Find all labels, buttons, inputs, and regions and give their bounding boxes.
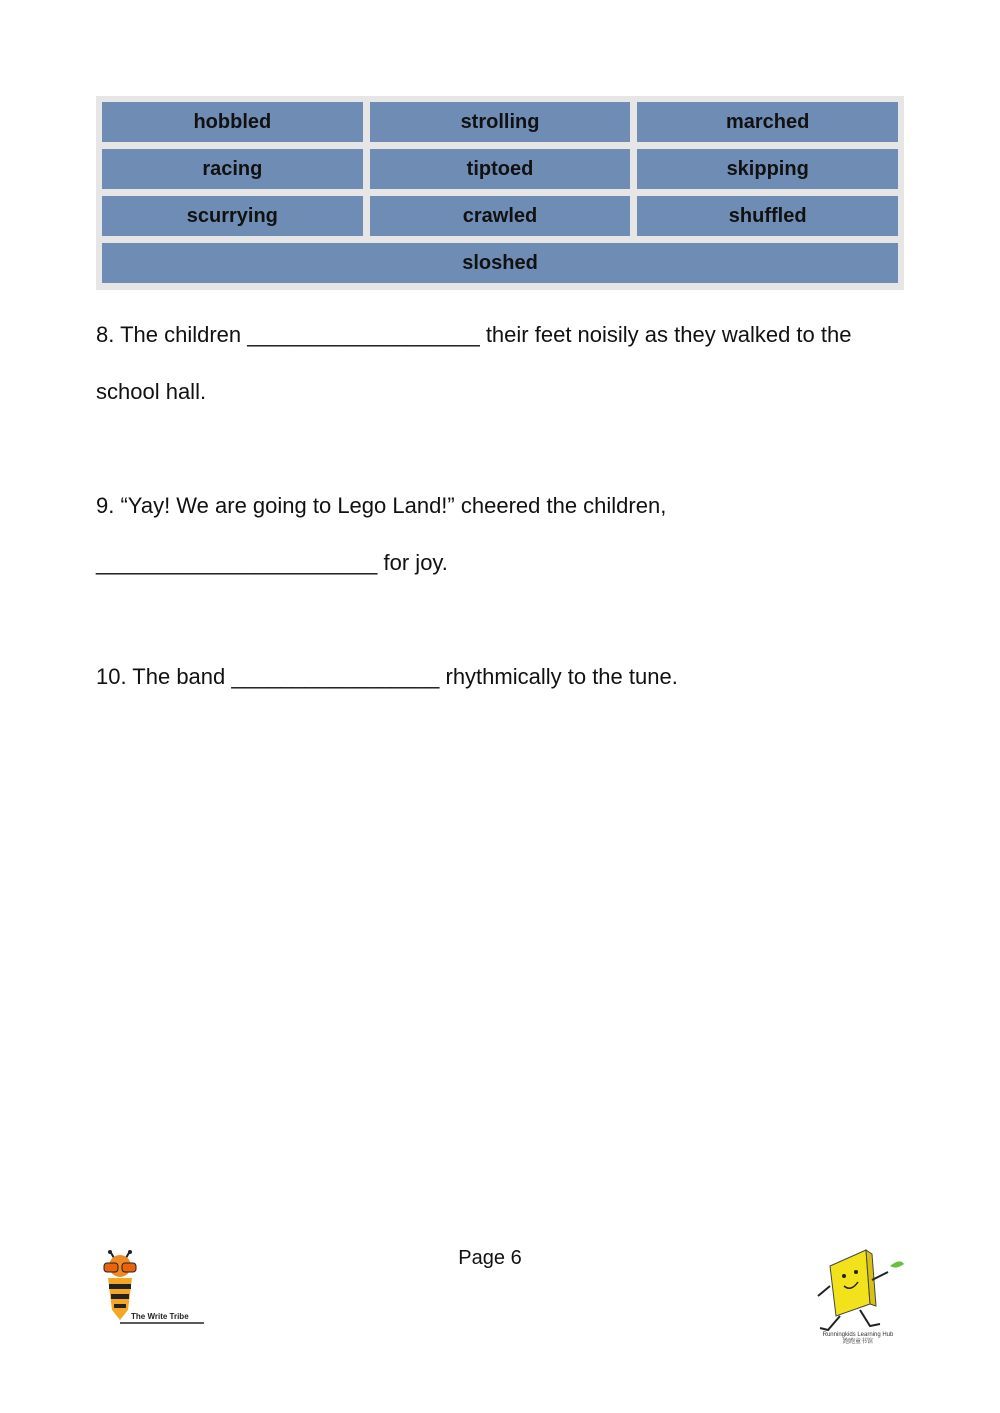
question-9-line-2: _______________________ for joy. bbox=[96, 550, 448, 575]
word-cell: racing bbox=[102, 149, 363, 189]
word-cell: hobbled bbox=[102, 102, 363, 142]
question-8-line-2: school hall. bbox=[96, 379, 207, 404]
word-bank-row bbox=[102, 196, 898, 236]
word-cell: shuffled bbox=[637, 196, 898, 236]
page-number: Page 6 bbox=[458, 1247, 522, 1269]
runningkids-logo bbox=[808, 1244, 908, 1344]
word-cell-wide: sloshed bbox=[102, 243, 898, 283]
word-bank bbox=[96, 96, 904, 290]
question-8-line-1: 8. The children ___________________ their feet noisily as they walked to the bbox=[96, 322, 852, 347]
write-tribe-logo bbox=[98, 1250, 208, 1330]
question-10: 10. The band _________________ rhythmically to the tune. bbox=[96, 664, 678, 689]
word-bank-row bbox=[102, 102, 898, 142]
right-logo-subtext: 跑跑童书馆 bbox=[842, 1338, 874, 1344]
word-bank-row bbox=[102, 149, 898, 189]
word-cell: crawled bbox=[370, 196, 631, 236]
word-bank-row bbox=[102, 243, 898, 283]
word-cell: strolling bbox=[370, 102, 631, 142]
right-logo-text: Runningkids Learning Hub bbox=[822, 1332, 894, 1338]
word-cell: scurrying bbox=[102, 196, 363, 236]
left-logo-text: The Write Tribe bbox=[131, 1312, 189, 1321]
word-cell: marched bbox=[637, 102, 898, 142]
word-cell: tiptoed bbox=[370, 149, 631, 189]
question-9-line-1: 9. “Yay! We are going to Lego Land!” cheered the children, bbox=[96, 493, 667, 518]
word-cell: skipping bbox=[637, 149, 898, 189]
